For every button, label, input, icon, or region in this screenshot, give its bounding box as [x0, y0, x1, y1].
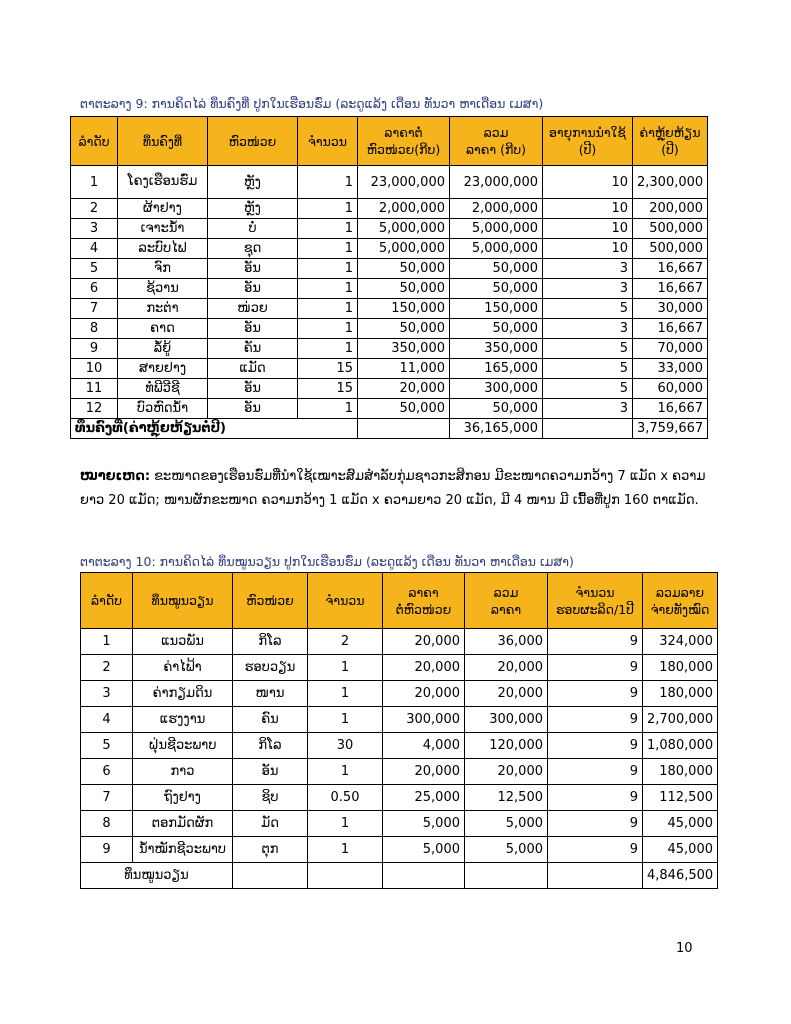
cell-dep: 2,300,000: [633, 166, 708, 199]
cell-life: 5: [543, 339, 633, 359]
column-header-line: ຫົວໜ່ວຍ: [228, 133, 277, 149]
table10-caption: ຕາຕະລາງ 10: ການຄິດໄລ່ ທຶນໝູນວຽນ ປູກໃນເຮືອນຮົ່ມ (ລະດູແລ້ງ ເດືອນ ທັນວາ ຫາເດືອນ ເມສາ): [80, 554, 574, 569]
cell-unit: ອັນ: [233, 759, 308, 785]
cell-total: 12,500: [465, 785, 548, 811]
cell-unit: ຕຸກ: [233, 837, 308, 863]
cell-cycles: 9: [548, 785, 643, 811]
cell-total: 20,000: [465, 655, 548, 681]
column-header: [81, 573, 133, 629]
column-header-line: ຈຳນວນ: [575, 584, 615, 600]
cell-no: 8: [81, 811, 133, 837]
table-row: [81, 837, 718, 863]
cell-life: 10: [543, 239, 633, 259]
column-header: [118, 117, 208, 166]
cell-qty: 1: [298, 166, 358, 199]
column-header: [298, 117, 358, 166]
cell-unit: ມັດ: [233, 811, 308, 837]
cell-qty: 1: [298, 259, 358, 279]
cell-no: 2: [81, 655, 133, 681]
total-dep: 3,759,667: [633, 419, 708, 439]
cell-no: 5: [81, 733, 133, 759]
cell-total: 20,000: [465, 681, 548, 707]
table-row: [71, 279, 708, 299]
cell-qty: 1: [298, 199, 358, 219]
column-header-line: ຫົວໜ່ວຍ: [246, 593, 294, 608]
cell-all: 45,000: [643, 811, 718, 837]
cell-life: 3: [543, 259, 633, 279]
cell-cycles: 9: [548, 629, 643, 655]
cell-unit: ໜານ: [233, 681, 308, 707]
cell-empty: [548, 863, 643, 889]
column-header-line: ລວມ: [493, 584, 519, 600]
cell-no: 8: [71, 319, 118, 339]
table-row: [81, 811, 718, 837]
cell-cycles: 9: [548, 655, 643, 681]
column-header: [643, 573, 718, 629]
cell-dep: 16,667: [633, 319, 708, 339]
column-header-line: ລຳດັບ: [90, 593, 123, 608]
cell-price: 25,000: [383, 785, 465, 811]
fixed-cost-table: [70, 116, 708, 439]
table-row: [71, 319, 708, 339]
cell-cycles: 9: [548, 681, 643, 707]
cell-no: 6: [81, 759, 133, 785]
cell-life: 10: [543, 219, 633, 239]
cell-price: 20,000: [383, 681, 465, 707]
cell-life: 3: [543, 319, 633, 339]
cell-item: ຄາດ: [118, 319, 208, 339]
cell-life: 5: [543, 359, 633, 379]
cell-unit: ອັນ: [208, 259, 298, 279]
table9-caption: ຕາຕະລາງ 9: ການຄິດໄລ່ ທຶນຄົງທີ່ ປູກໃນເຮືອນຮົ່ມ (ລະດູແລ້ງ ເດືອນ ທັນວາ ຫາເດືອນ ເມສາ): [80, 96, 544, 111]
cell-no: 2: [71, 199, 118, 219]
total-row: [71, 419, 708, 439]
cell-unit: ບໍ່: [208, 219, 298, 239]
cell-no: 7: [81, 785, 133, 811]
cell-no: 3: [81, 681, 133, 707]
cell-dep: 33,000: [633, 359, 708, 379]
cell-total: 2,000,000: [450, 199, 543, 219]
cell-life: 10: [543, 166, 633, 199]
table-row: [71, 239, 708, 259]
cell-total: 36,000: [465, 629, 548, 655]
cell-unit: ຄັນ: [208, 339, 298, 359]
cell-qty: 1: [298, 399, 358, 419]
column-header-line: ຈ່າຍທັງໝົດ: [650, 601, 710, 617]
table-row: [71, 166, 708, 199]
cell-no: 5: [71, 259, 118, 279]
working-capital-table: [80, 572, 718, 889]
cell-qty: 0.50: [308, 785, 383, 811]
cell-price: 50,000: [358, 399, 450, 419]
cell-total: 300,000: [450, 379, 543, 399]
cell-item: ທໍ່ພີວີຊີ: [118, 379, 208, 399]
cell-qty: 1: [308, 759, 383, 785]
cell-no: 4: [71, 239, 118, 259]
cell-price: 20,000: [383, 655, 465, 681]
cell-all: 2,700,000: [643, 707, 718, 733]
cell-cycles: 9: [548, 733, 643, 759]
cell-no: 1: [71, 166, 118, 199]
cell-qty: 1: [308, 837, 383, 863]
table-row: [81, 707, 718, 733]
table-row: [71, 359, 708, 379]
note: [80, 465, 710, 513]
cell-total: 50,000: [450, 399, 543, 419]
cell-price: 300,000: [383, 707, 465, 733]
column-header-line: ອາຍຸການນຳໃຊ້: [549, 125, 626, 140]
cell-item: ຖົງຢາງ: [133, 785, 233, 811]
cell-life: 5: [543, 299, 633, 319]
table-row: [81, 629, 718, 655]
cell-item: ບົວຫົດນ້ຳ: [118, 399, 208, 419]
cell-unit: ແມັດ: [208, 359, 298, 379]
header-row: [81, 573, 718, 629]
column-header-line: ລຳດັບ: [78, 133, 110, 149]
column-header: [71, 117, 118, 166]
cell-unit: ໜ່ວຍ: [208, 299, 298, 319]
cell-dep: 500,000: [633, 219, 708, 239]
cell-no: 4: [81, 707, 133, 733]
column-header: [383, 573, 465, 629]
cell-qty: 1: [308, 681, 383, 707]
cell-unit: ຫຼັງ: [208, 199, 298, 219]
cell-unit: ຫຼັງ: [208, 166, 298, 199]
cell-cycles: 9: [548, 759, 643, 785]
column-header-line: ລວມ: [483, 125, 509, 140]
cell-total: 5,000: [465, 837, 548, 863]
cell-qty: 1: [308, 655, 383, 681]
cell-total: 165,000: [450, 359, 543, 379]
total-label: ທຶນຄົງທີ່(ຄ່າຫຼຸ້ຍຫ້ຽນຕໍ່ປີ): [71, 419, 358, 439]
table-row: [81, 655, 718, 681]
cell-item: ເຈາະນ້ຳ: [118, 219, 208, 239]
cell-item: ຄ່າກຽມດິນ: [133, 681, 233, 707]
table-row: [71, 199, 708, 219]
cell-cycles: 9: [548, 837, 643, 863]
cell-unit: ອັນ: [208, 379, 298, 399]
cell-no: 3: [71, 219, 118, 239]
cell-item: ຜ້າຢາງ: [118, 199, 208, 219]
cell-life: 10: [543, 199, 633, 219]
cell-empty: [358, 419, 450, 439]
table-row: [71, 399, 708, 419]
cell-dep: 30,000: [633, 299, 708, 319]
cell-all: 112,500: [643, 785, 718, 811]
cell-total: 23,000,000: [450, 166, 543, 199]
cell-cycles: 9: [548, 811, 643, 837]
cell-qty: 15: [298, 379, 358, 399]
column-header-line: ລາຄາ: [490, 601, 522, 617]
cell-item: ແນວພັນ: [133, 629, 233, 655]
cell-empty: [233, 863, 308, 889]
column-header: [358, 117, 450, 166]
cell-price: 50,000: [358, 259, 450, 279]
column-header: [208, 117, 298, 166]
cell-qty: 1: [308, 811, 383, 837]
cell-total: 300,000: [465, 707, 548, 733]
cell-price: 4,000: [383, 733, 465, 759]
cell-qty: 15: [298, 359, 358, 379]
table-row: [71, 299, 708, 319]
cell-empty: [308, 863, 383, 889]
cell-dep: 500,000: [633, 239, 708, 259]
cell-item: ນ້ຳໝັກຊີວະພາບ: [133, 837, 233, 863]
header-row: [71, 117, 708, 166]
cell-item: ລະບົບໄຟ: [118, 239, 208, 259]
column-header-line: ຫົວໜ່ວຍ(ກີບ): [366, 142, 441, 157]
cell-total: 5,000,000: [450, 219, 543, 239]
table-row: [71, 379, 708, 399]
cell-price: 50,000: [358, 319, 450, 339]
cell-total: 350,000: [450, 339, 543, 359]
column-header: [548, 573, 643, 629]
cell-no: 9: [71, 339, 118, 359]
column-header-line: ຄ່າຫຼຸ້ຍຫ້ຽນ: [639, 125, 701, 140]
cell-price: 150,000: [358, 299, 450, 319]
column-header-line: ທຶນຄົງທີ່: [142, 133, 183, 149]
cell-cycles: 9: [548, 707, 643, 733]
cell-price: 20,000: [358, 379, 450, 399]
cell-no: 11: [71, 379, 118, 399]
cell-item: ໂຄງເຮືອນຮົ່ມ: [118, 166, 208, 199]
cell-price: 5,000,000: [358, 219, 450, 239]
cell-life: 5: [543, 379, 633, 399]
column-header-line: (ປີ): [578, 142, 597, 157]
note-label: ໝາຍເຫດ:: [80, 469, 151, 484]
cell-no: 9: [81, 837, 133, 863]
cell-total: 50,000: [450, 319, 543, 339]
cell-dep: 60,000: [633, 379, 708, 399]
cell-unit: ຮອບວຽນ: [233, 655, 308, 681]
cell-price: 20,000: [383, 759, 465, 785]
cell-dep: 16,667: [633, 399, 708, 419]
cell-item: ແຮງງານ: [133, 707, 233, 733]
total-all: 4,846,500: [643, 863, 718, 889]
table-row: [71, 259, 708, 279]
cell-no: 10: [71, 359, 118, 379]
table-row: [81, 681, 718, 707]
cell-item: ຄ່າໄຟ້າ: [133, 655, 233, 681]
cell-price: 50,000: [358, 279, 450, 299]
cell-all: 180,000: [643, 681, 718, 707]
cell-all: 45,000: [643, 837, 718, 863]
cell-qty: 1: [308, 707, 383, 733]
cell-price: 5,000: [383, 811, 465, 837]
cell-life: 3: [543, 399, 633, 419]
cell-unit: ອັນ: [208, 319, 298, 339]
cell-item: ຝຸ່ນຊີວະພາບ: [133, 733, 233, 759]
cell-qty: 1: [298, 319, 358, 339]
cell-no: 7: [71, 299, 118, 319]
cell-total: 150,000: [450, 299, 543, 319]
cell-item: ຈົກ: [118, 259, 208, 279]
cell-total: 20,000: [465, 759, 548, 785]
cell-no: 1: [81, 629, 133, 655]
cell-price: 5,000,000: [358, 239, 450, 259]
column-header: [633, 117, 708, 166]
column-header: [465, 573, 548, 629]
cell-total: 120,000: [465, 733, 548, 759]
table-row: [81, 759, 718, 785]
cell-item: ກາວ: [133, 759, 233, 785]
cell-all: 1,080,000: [643, 733, 718, 759]
cell-item: ລໍ້ຍູ້: [118, 339, 208, 359]
cell-unit: ກິໂລ: [233, 629, 308, 655]
total-row: [81, 863, 718, 889]
table-row: [71, 339, 708, 359]
table-row: [81, 785, 718, 811]
cell-dep: 16,667: [633, 259, 708, 279]
total-label: ທຶນໝູນວຽນ: [81, 863, 233, 889]
cell-qty: 1: [298, 239, 358, 259]
cell-item: ຕອກມັດຜັກ: [133, 811, 233, 837]
column-header: [450, 117, 543, 166]
cell-price: 20,000: [383, 629, 465, 655]
cell-unit: ອັນ: [208, 399, 298, 419]
page-number: 10: [676, 941, 693, 956]
column-header-line: ຕໍ່ຫົວໜ່ວຍ: [395, 601, 452, 617]
column-header-line: ລາຄາ (ກີບ): [465, 142, 527, 157]
column-header: [308, 573, 383, 629]
cell-life: 3: [543, 279, 633, 299]
cell-no: 12: [71, 399, 118, 419]
cell-price: 2,000,000: [358, 199, 450, 219]
cell-unit: ກິໂລ: [233, 733, 308, 759]
cell-all: 180,000: [643, 759, 718, 785]
column-header: [543, 117, 633, 166]
cell-price: 350,000: [358, 339, 450, 359]
column-header-line: ລາຄາ: [408, 584, 439, 600]
cell-qty: 1: [298, 219, 358, 239]
cell-unit: ຊິບ: [233, 785, 308, 811]
cell-qty: 1: [298, 339, 358, 359]
column-header-line: ລວມລາຍ: [655, 584, 705, 600]
cell-total: 5,000,000: [450, 239, 543, 259]
column-header-line: ຈຳນວນ: [325, 593, 365, 608]
cell-dep: 16,667: [633, 279, 708, 299]
cell-empty: [383, 863, 465, 889]
cell-unit: ຄົນ: [233, 707, 308, 733]
cell-item: ສາຍຢາງ: [118, 359, 208, 379]
cell-unit: ຊຸດ: [208, 239, 298, 259]
column-header: [233, 573, 308, 629]
cell-total: 5,000: [465, 811, 548, 837]
cell-all: 180,000: [643, 655, 718, 681]
cell-all: 324,000: [643, 629, 718, 655]
cell-unit: ອັນ: [208, 279, 298, 299]
column-header: [133, 573, 233, 629]
cell-price: 23,000,000: [358, 166, 450, 199]
column-header-line: ຮອບຜະລິດ/1ປີ: [556, 601, 634, 617]
cell-empty: [465, 863, 548, 889]
cell-total: 50,000: [450, 279, 543, 299]
total-sum: 36,165,000: [450, 419, 543, 439]
cell-no: 6: [71, 279, 118, 299]
table-row: [81, 733, 718, 759]
note-text: ຂະໜາດຂອງເຮືອນຮົ່ມທີ່ນຳໃຊ້ເໝາະສົມສຳລັບກຸ່ມຊາວກະສິກອນ ມີຂະໜາດຄວາມກວ້າງ 7 ແມັດ x ຄວາມຍາວ 20 ແມັດ; ໜານຜັກຂະໜາດ ຄວາມກວ້າງ 1 ແມັດ x ຄວາມຍາວ 20 ແມັດ, ມີ 4 ໜານ ມີ ເນື້ອທີ່ປູກ 160 ຕາແມັດ.: [80, 469, 706, 508]
cell-qty: 30: [308, 733, 383, 759]
cell-qty: 1: [298, 279, 358, 299]
cell-qty: 1: [298, 299, 358, 319]
cell-total: 50,000: [450, 259, 543, 279]
cell-price: 11,000: [358, 359, 450, 379]
cell-dep: 70,000: [633, 339, 708, 359]
cell-empty: [543, 419, 633, 439]
cell-qty: 2: [308, 629, 383, 655]
table-row: [71, 219, 708, 239]
column-header-line: ລາຄາຕໍ່: [384, 125, 423, 140]
cell-price: 5,000: [383, 837, 465, 863]
column-header-line: ທຶນໝູນວຽນ: [151, 593, 214, 608]
cell-dep: 200,000: [633, 199, 708, 219]
column-header-line: (ປີ): [661, 142, 679, 157]
cell-item: ຊ້ວານ: [118, 279, 208, 299]
column-header-line: ຈຳນວນ: [308, 133, 347, 149]
cell-item: ກະຕ່າ: [118, 299, 208, 319]
